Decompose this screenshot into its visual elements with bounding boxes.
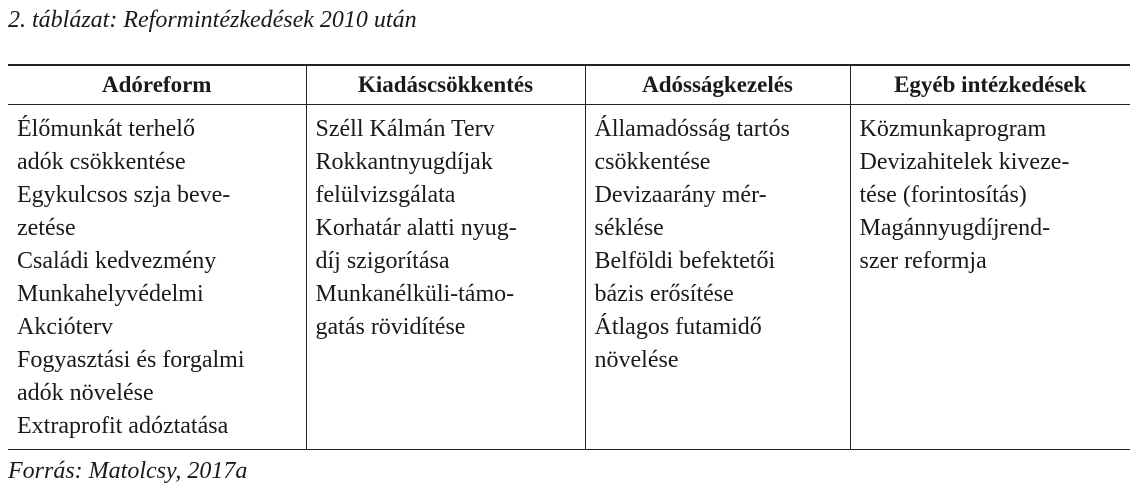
cell-text-line: Széll Kálmán Terv: [315, 116, 495, 142]
table-header-row: [8, 65, 1130, 105]
cell-text-line: Közmunkaprogram: [859, 116, 1047, 142]
cell-text-line: Családi kedvezmény: [17, 248, 217, 274]
cell-text-line: Devizaarány mér-: [594, 182, 767, 208]
cell-text-line: Extraprofit adóztatása: [17, 413, 229, 439]
cell-text-line: Egykulcsos szja beve-: [17, 182, 231, 208]
cell-text-line: zetése: [17, 215, 76, 241]
cell-text-line: szer reformja: [859, 248, 987, 274]
table-caption: 2. táblázat: Reformintézkedések 2010 után: [8, 7, 417, 33]
cell-text-line: adók növelése: [17, 380, 154, 406]
cell-adoreform: [8, 105, 306, 450]
table-row: [8, 105, 1130, 450]
column-header-adossagkezeles: Adósságkezelés: [585, 65, 850, 105]
cell-text-line: Munkahelyvédelmi: [17, 281, 204, 307]
cell-text-line: adók csökkentése: [17, 149, 186, 175]
cell-text-line: Korhatár alatti nyug-: [315, 215, 517, 241]
cell-text-line: Devizahitelek kiveze-: [859, 149, 1070, 175]
table: [8, 64, 1130, 450]
cell-text-line: Belföldi befektetői: [594, 248, 776, 274]
cell-text-line: Államadósság tartós: [594, 116, 790, 142]
cell-kiadascsokkentes: [306, 105, 585, 450]
cell-text-line: Átlagos futamidő: [594, 314, 762, 340]
cell-text-line: bázis erősítése: [594, 281, 734, 307]
column-header-kiadascsokkentes: Kiadáscsökkentés: [306, 65, 585, 105]
cell-text-line: tése (forintosítás): [859, 182, 1027, 208]
cell-text-line: díj szigorítása: [315, 248, 450, 274]
cell-text-line: Magánnyugdíjrend-: [859, 215, 1051, 241]
cell-text-line: Élőmunkát terhelő: [17, 116, 195, 142]
source-note: Forrás: Matolcsy, 2017a: [8, 458, 248, 484]
cell-text-line: Munkanélküli-támo-: [315, 281, 515, 307]
cell-text-line: csökkentése: [594, 149, 711, 175]
cell-adossagkezeles: [585, 105, 850, 450]
reform-measures-table: [8, 64, 1130, 450]
column-header-adoreform: Adóreform: [8, 65, 306, 105]
cell-text-line: Rokkantnyugdíjak: [315, 149, 493, 175]
column-header-egyeb-intezkedesek: Egyéb intézkedések: [850, 65, 1130, 105]
cell-egyeb-intezkedesek: [850, 105, 1130, 450]
cell-text-line: gatás rövidítése: [315, 314, 466, 340]
cell-text-line: séklése: [594, 215, 664, 241]
cell-text-line: növelése: [594, 347, 679, 373]
cell-text-line: Fogyasztási és forgalmi: [17, 347, 245, 373]
cell-text-line: felülvizsgálata: [315, 182, 456, 208]
cell-text-line: Akcióterv: [17, 314, 113, 340]
